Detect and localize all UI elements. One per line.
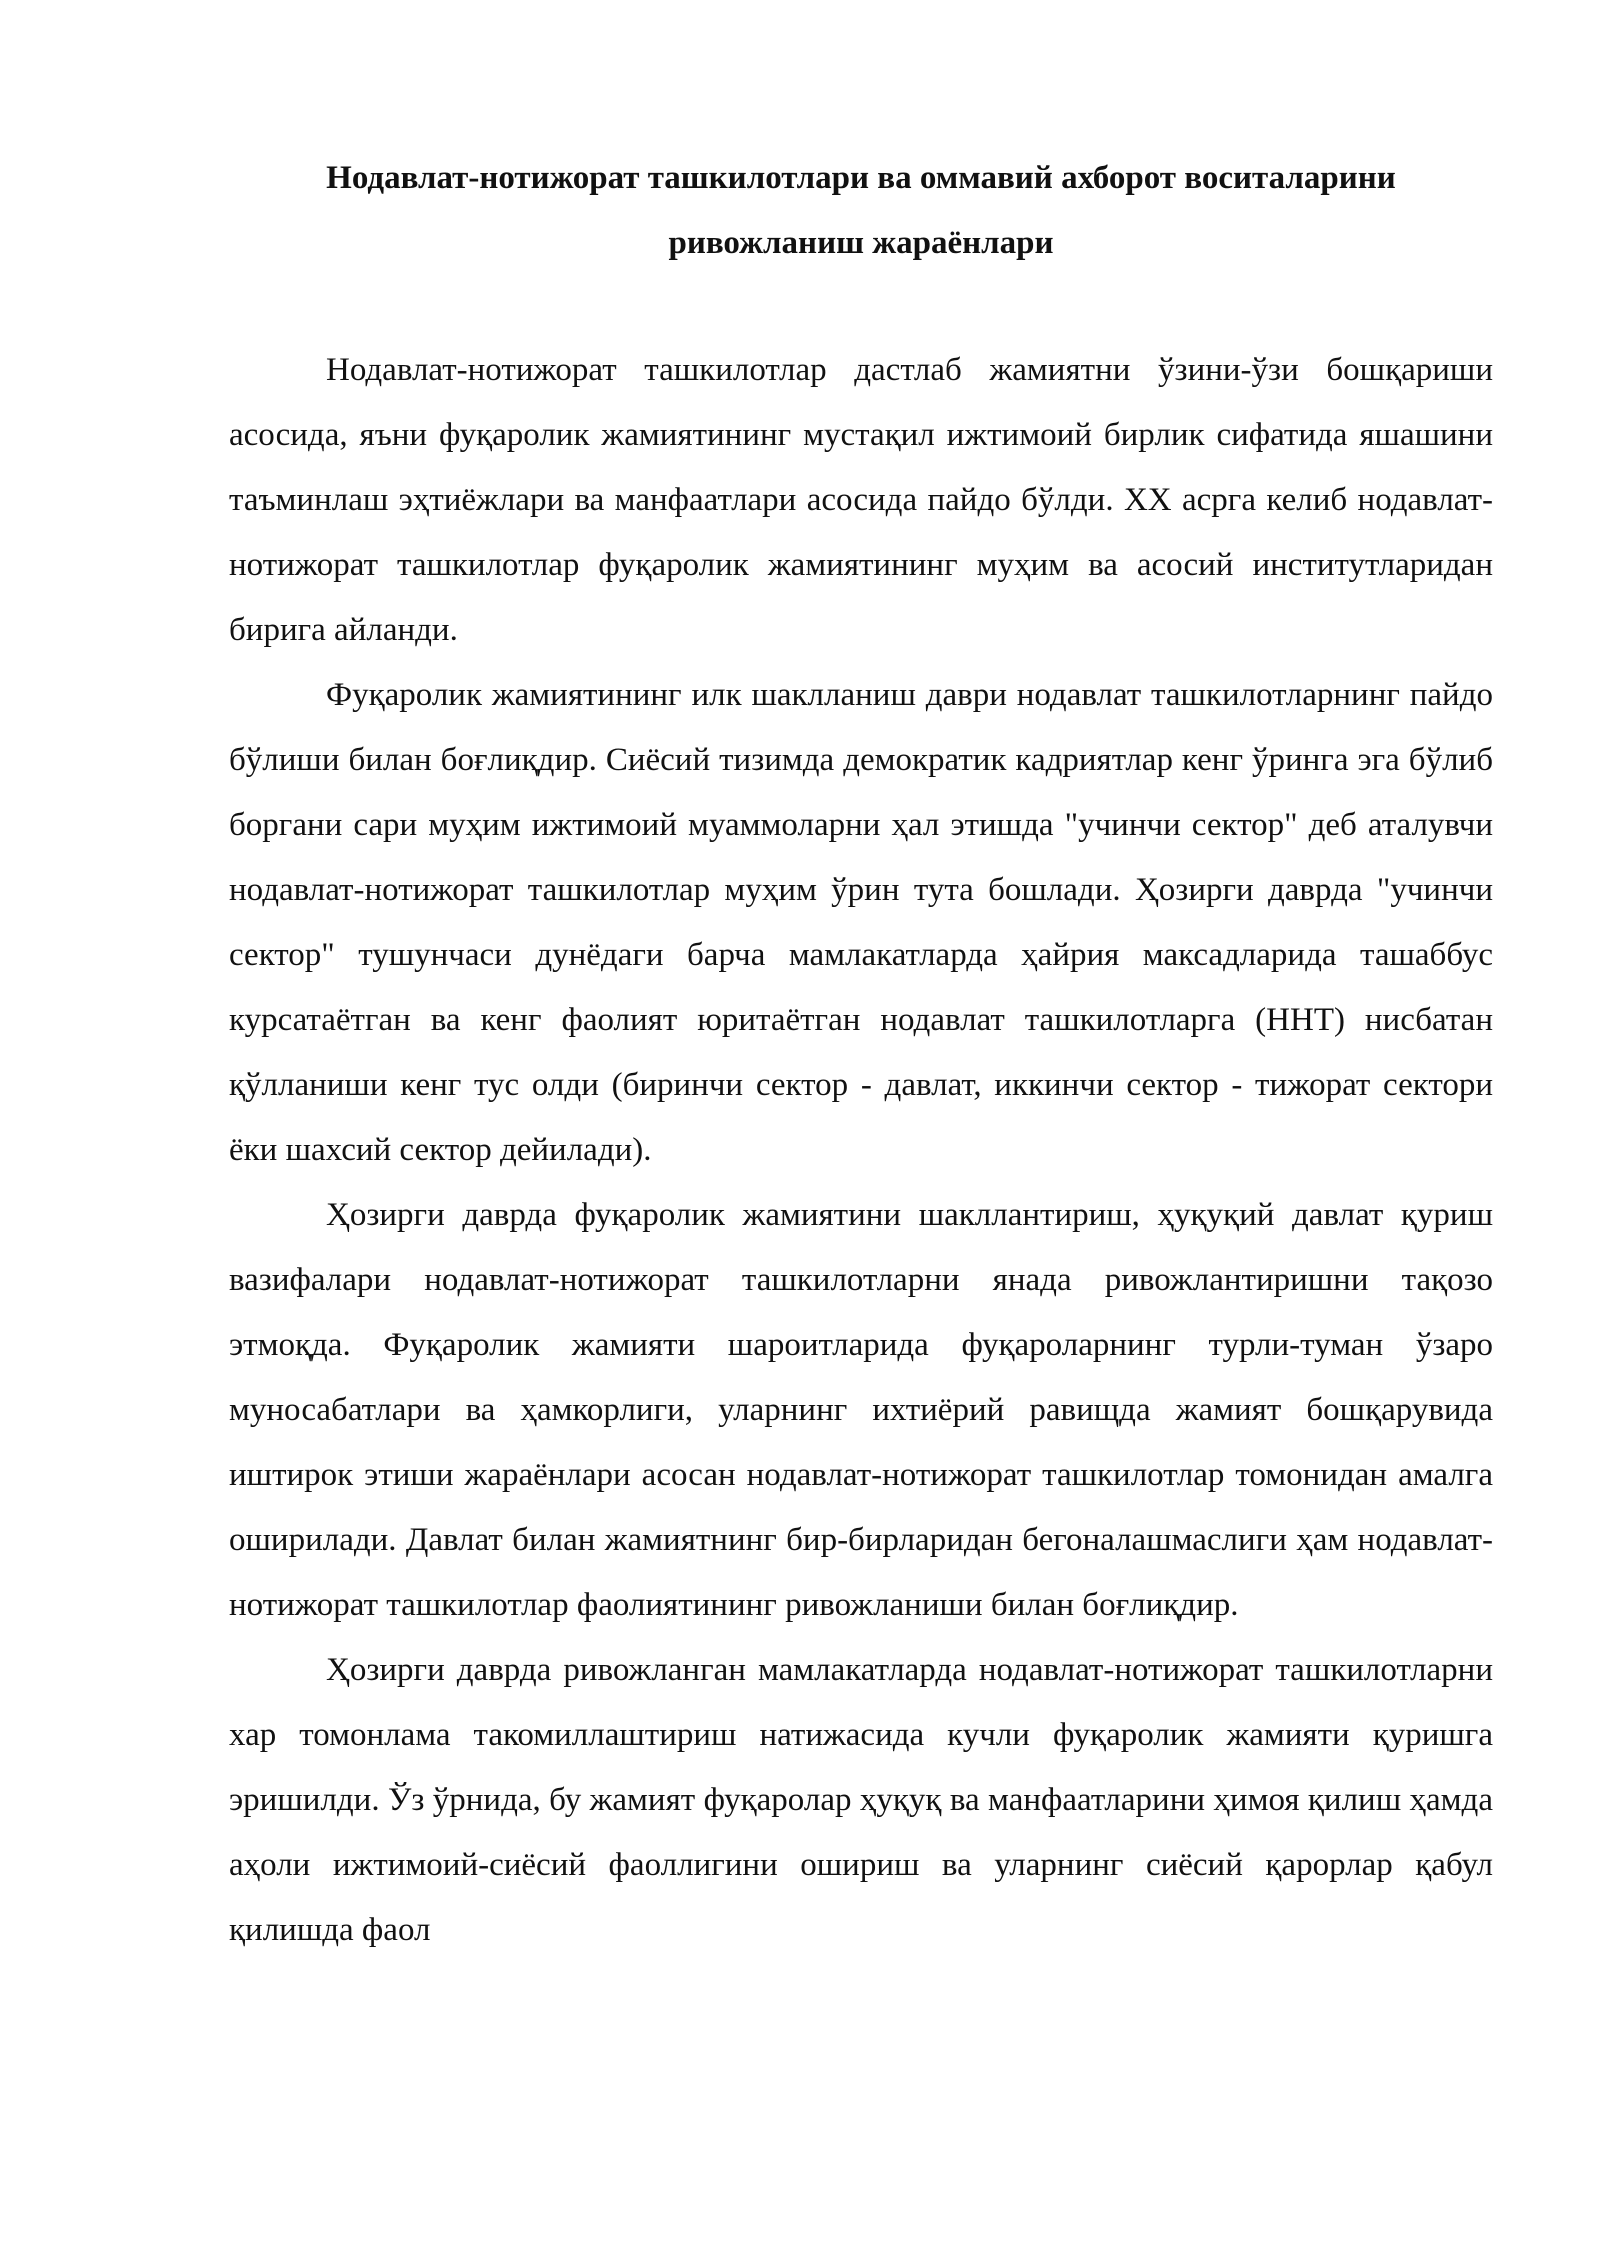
document-title: Нодавлат-нотижорат ташкилотлари ва оммавий ахборот воситаларини ривожланиш жараёнлари [326, 160, 1396, 261]
paragraph-4: Ҳозирги даврда ривожланган мамлакатларда нодавлат-нотижорат ташкилотларни хар томонлама такомиллаштириш натижасида кучли фуқаролик жамияти қуришга эришилди. Ўз ўрнида, бу жамият фуқаролар ҳуқуқ ва манфаатларини ҳимоя қилиш ҳамда аҳоли ижтимоий-сиёсий фаоллигини ошириш ва уларнинг сиёсий қарорлар қабул қилишда фаол [229, 1652, 1493, 1948]
paragraph-2: Фуқаролик жамиятининг илк шаклланиш даври нодавлат ташкилотларнинг пайдо бўлиши билан боғлиқдир. Сиёсий тизимда демократик кадриятлар кенг ўринга эга бўлиб боргани сари муҳим ижтимоий муаммоларни ҳал этишда "учинчи сектор" деб аталувчи нодавлат-нотижорат ташкилотлар муҳим ўрин тута бошлади. Ҳозирги даврда "учинчи сектор" тушунчаси дунёдаги барча мамлакатларда ҳайрия максадларида ташаббус курсатаётган ва кенг фаолият юритаётган нодавлат ташкилотларга (ННТ) нисбатан қўлланиши кенг тус олди (биринчи сектор - давлат, иккинчи сектор - тижорат сектори ёки шахсий сектор дейилади). [229, 677, 1493, 1168]
paragraph-3: Ҳозирги даврда фуқаролик жамиятини шакллантириш, ҳуқуқий давлат қуриш вазифалари нодавлат-нотижорат ташкилотларни янада ривожлантиришни тақозо этмоқда. Фуқаролик жамияти шароитларида фуқароларнинг турли-туман ўзаро муносабатлари ва ҳамкорлиги, уларнинг ихтиёрий равищда жамият бошқарувида иштирок этиши жараёнлари асосан нодавлат-нотижорат ташкилотлар томонидан амалга оширилади. Давлат билан жамиятнинг бир-бирларидан бегоналашмаслиги ҳам нодавлат-нотижорат ташкилотлар фаолиятининг ривожланиши билан боғлиқдир. [229, 1197, 1493, 1623]
paragraph-1: Нодавлат-нотижорат ташкилотлар дастлаб жамиятни ўзини-ўзи бошқариши асосида, яъни фуқаролик жамиятининг мустақил ижтимоий бирлик сифатида яшашини таъминлаш эҳтиёжлари ва манфаатлари асосида пайдо бўлди. XX асрга келиб нодавлат-нотижорат ташкилотлар фуқаролик жамиятининг муҳим ва асосий институтларидан бирига айланди. [229, 352, 1493, 648]
document-body [229, 338, 1493, 1963]
